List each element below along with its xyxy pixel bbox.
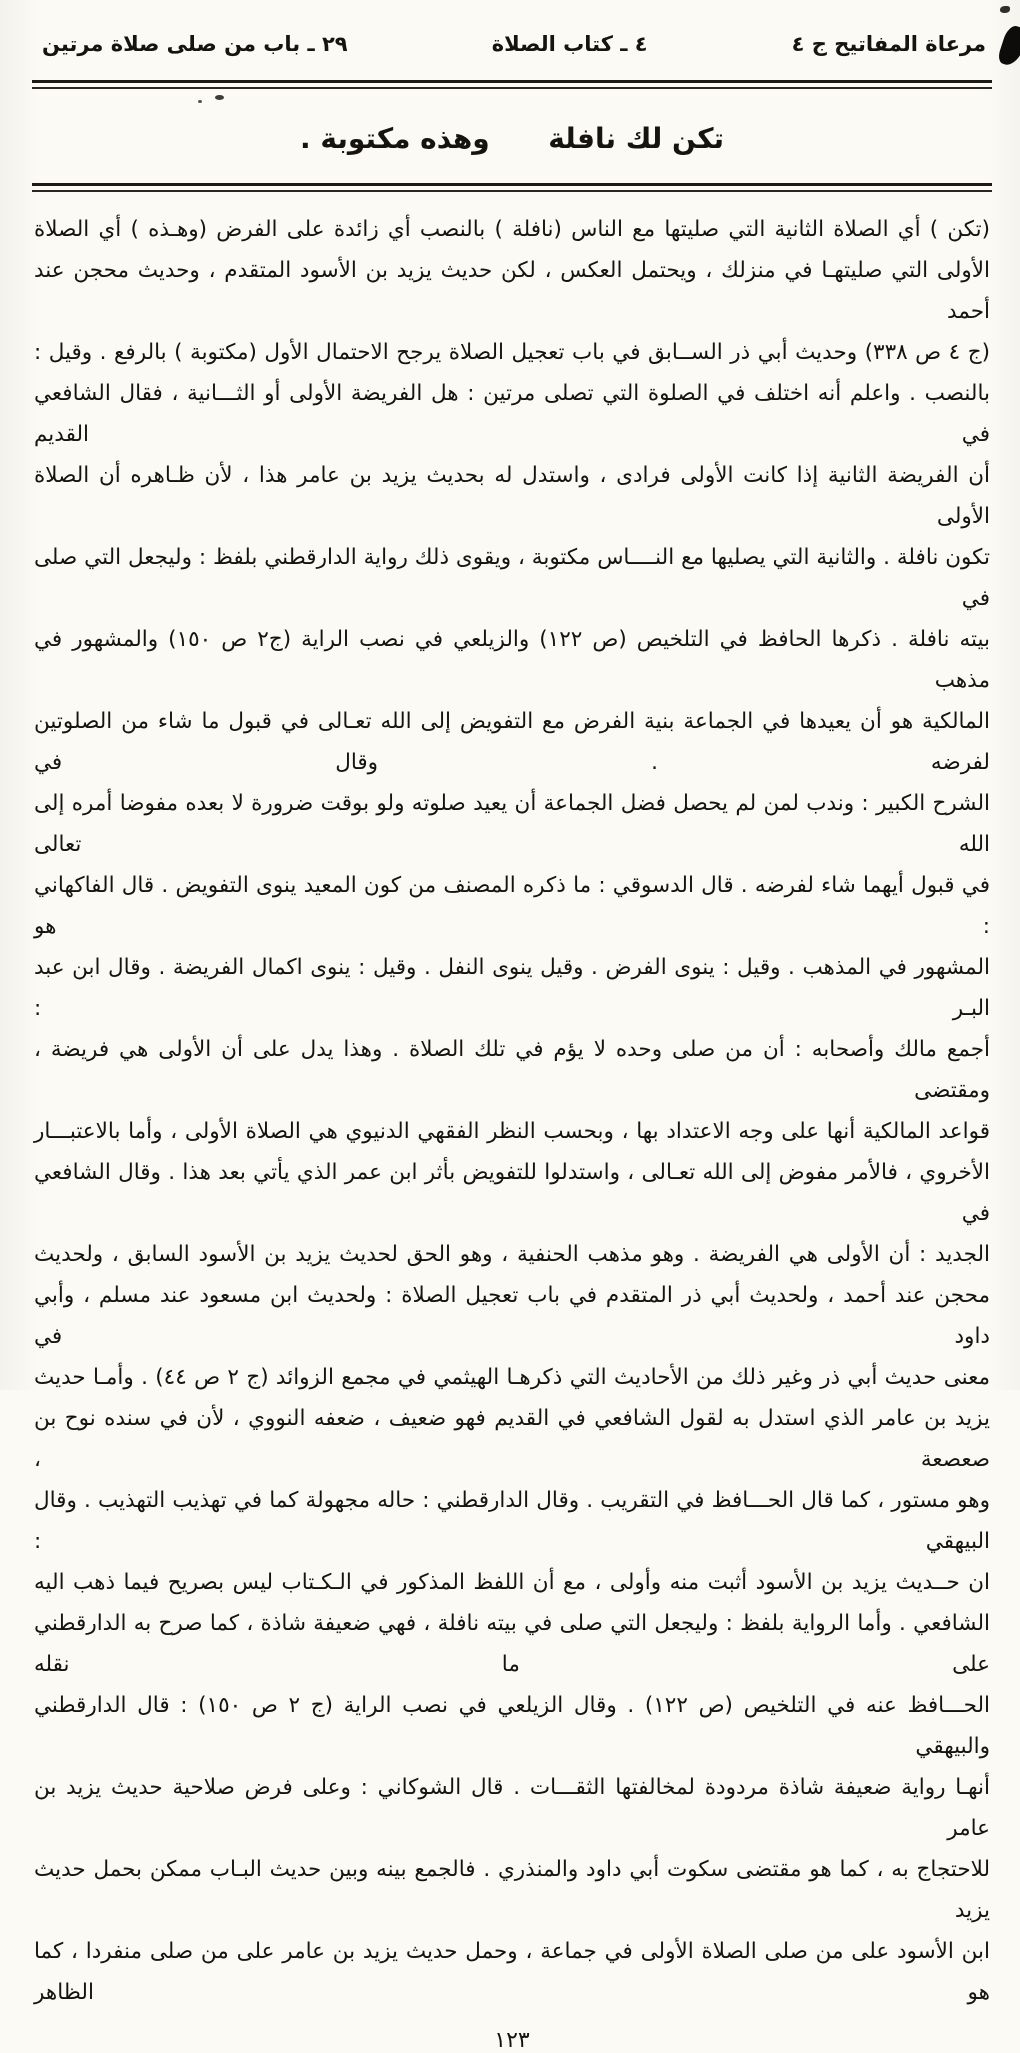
header-kitab-title: ٤ ـ كتاب الصلاة — [491, 32, 648, 56]
commentary-text — [28, 209, 996, 2013]
body-line: بيته نافلة . ذكرها الحافظ في التلخيص (ص ١٢٢) والزيلعي في نصب الراية (ج٢ ص ١٥٠) والمشهور في مذهب — [34, 627, 990, 693]
body-line: محجن عند أحمد ، ولحديث أبي ذر المتقدم في باب تعجيل الصلاة : ولحديث ابن مسعود عند مسلم ، وأبي داود في — [34, 1283, 990, 1349]
hadith-heading: تكن لك نافلة وهذه مكتوبة . — [299, 122, 725, 155]
scan-artifact-small — [198, 100, 202, 103]
body-line: الأخروي ، فالأمر مفوض إلى الله تعـالى ، واستدلوا للتفويض بأثر ابن عمر الذي يأتي بعد هذا . وقال الشافعي في — [34, 1160, 990, 1226]
page-number: ١٢٣ — [494, 2028, 530, 2053]
body-line: قواعد المالكية أنها على وجه الاعتداد بها ، وبحسب النظر الفقهي الدنيوي هي الصلاة الأولى ، وأما بالاعتبـــار — [34, 1119, 990, 1144]
body-line: أجمع مالك وأصحابه : أن من صلى وحده لا يؤم في تلك الصلاة . وهذا يدل على أن الأولى هي فريضة ، ومقتضى — [34, 1037, 990, 1103]
body-line: الحـــافظ عنه في التلخيص (ص ١٢٢) . وقال الزيلعي في نصب الراية (ج ٢ ص ١٥٠) : قال الدارقطني والبيهقي — [34, 1693, 990, 1759]
body-line: وهو مستور ، كما قال الحـــافظ في التقريب . وقال الدارقطني : حاله مجهولة كما في تهذيب التهذيب . وقال البيهقي : — [34, 1488, 990, 1554]
body-line: ان حــديث يزيد بن الأسود أثبت منه وأولى ، مع أن اللفظ المذكور في الـكـتاب ليس بصريح فيما ذهب اليه — [34, 1570, 990, 1595]
scan-artifact-mid — [215, 95, 224, 100]
header-divider-rule — [32, 80, 992, 89]
body-line: الأولى التي صليتهـا في منزلك ، ويحتمل العكس ، لكن حديث يزيد بن الأسود المتقدم ، وحديث محجن عند أحمد — [34, 258, 990, 324]
body-line: في قبول أيهما شاء لفرضه . قال الدسوقي : ما ذكره المصنف من كون المعيد ينوى التفويض . قال الفاكهاني : هو — [34, 873, 990, 939]
body-line: المشهور في المذهب . وقيل : ينوى الفرض . وقيل ينوى النفل . وقيل : ينوى اكمال الفريضة . وقال ابن عبد البـر : — [34, 955, 990, 1021]
scan-artifact-corner — [996, 24, 1020, 69]
body-line: أنهـا رواية ضعيفة شاذة مردودة لمخالفتها الثقـــات . قال الشوكاني : وعلى فرض صلاحية حديث يزيد بن عامر — [34, 1775, 990, 1841]
body-line: للاحتجاج به ، كما هو مقتضى سكوت أبي داود والمنذري . فالجمع بينه وبين حديث البـاب ممكن بحمل حديث يزيد — [34, 1857, 990, 1923]
body-line: (ج ٤ ص ٣٣٨) وحديث أبي ذر الســابق في باب تعجيل الصلاة يرجح الاحتمال الأول (مكتوبة ) بالرفع . وقيل : — [34, 340, 990, 365]
title-divider-rule — [32, 183, 992, 192]
scan-artifact-top — [1000, 6, 1010, 13]
body-line: (تكن ) أي الصلاة الثانية التي صليتها مع الناس (نافلة ) بالنصب أي زائدة على الفرض (وهـذه ) أي الصلاة — [34, 217, 990, 242]
body-line: يزيد بن عامر الذي استدل به لقول الشافعي في القديم فهو ضعيف ، ضعفه النووي ، لأن في سنده نوح بن صعصعة ، — [34, 1406, 990, 1472]
body-line: الشرح الكبير : وندب لمن لم يحصل فضل الجماعة أن يعيد صلوته ولو بوقت ضرورة لا بعده مفوضا أمره إلى الله تعالى — [34, 791, 990, 857]
body-line: ابن الأسود على من صلى الصلاة الأولى في جماعة ، وحمل حديث يزيد بن عامر على من صلى منفردا ، كما هو الظاهر — [34, 1939, 990, 2005]
page-header — [28, 30, 996, 60]
body-line: تكون نافلة . والثانية التي يصليها مع النــــاس مكتوبة ، ويقوى ذلك رواية الدارقطني بلفظ : وليجعل التي صلى في — [34, 545, 990, 611]
header-book-title: مرعاة المفاتيح ج ٤ — [791, 32, 986, 56]
header-bab-title: ٢٩ ـ باب من صلى صلاة مرتين — [42, 32, 348, 56]
body-line: المالكية هو أن يعيدها في الجماعة بنية الفرض مع التفويض إلى الله تعـالى في قبول ما شاء من الصلوتين لفرضه . وقال في — [34, 709, 990, 775]
body-line: الشافعي . وأما الرواية بلفظ : وليجعل التي صلى في بيته نافلة ، فهي ضعيفة شاذة ، كما صرح به الدارقطني على ما نقله — [34, 1611, 990, 1677]
body-line: بالنصب . واعلم أنه اختلف في الصلوة التي تصلى مرتين : هل الفريضة الأولى أو الثـــانية ، فقال الشافعي في القديم — [34, 381, 990, 447]
body-line: معنى حديث أبي ذر وغير ذلك من الأحاديث التي ذكرهـا الهيثمي في مجمع الزوائد (ج ٢ ص ٤٤) . وأمـا حديث — [34, 1365, 990, 1390]
body-line: الجديد : أن الأولى هي الفريضة . وهو مذهب الحنفية ، وهو الحق لحديث يزيد بن الأسود السابق ، ولحديث — [34, 1242, 990, 1267]
body-line: أن الفريضة الثانية إذا كانت الأولى فرادى ، واستدل له بحديث يزيد بن عامر هذا ، لأن ظـاهره أن الصلاة الأولى — [34, 463, 990, 529]
